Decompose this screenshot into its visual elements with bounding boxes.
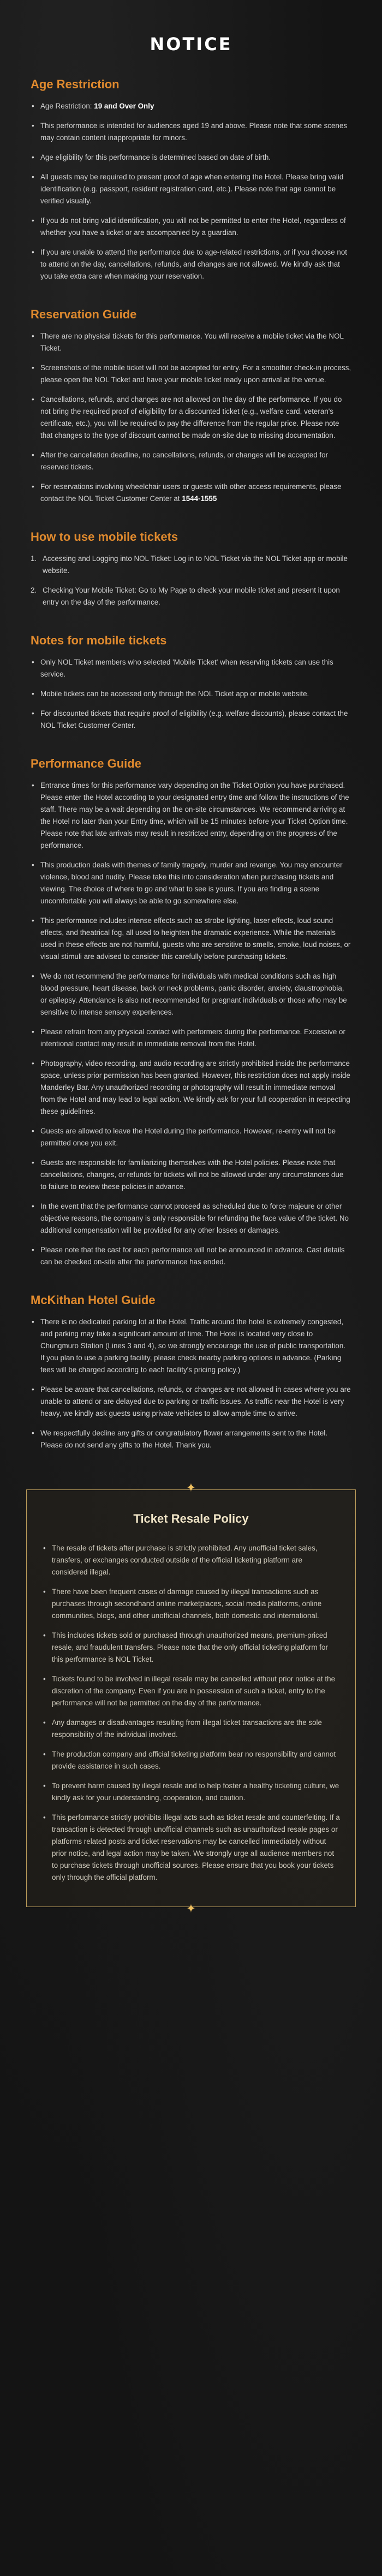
list-item: • In the event that the performance cannot proceed as scheduled due to force majeure or other objective reasons, the company is only responsible for refunding the face value of the ticket. No additional compensation will be provided for any other losses or damages. (31, 1200, 351, 1236)
section-heading: McKithan Hotel Guide (31, 1293, 156, 1307)
list-item: • This performance strictly prohibits illegal acts such as ticket resale and counterfeiting. If a transaction is detected through unofficial channels such as unauthorized resale pages or platforms related posts and ticket reservations may be cancelled immediately without prior notice, and legal action may be taken. We strongly urge all audience members not to purchase tickets through unofficial sources. Please ensure that you book your tickets only through the official platform. (42, 1812, 340, 1884)
list-item: • We respectfully decline any gifts or congratulatory flower arrangements sent to the Hotel. Please do not send any gifts to the Hotel. Thank you. (31, 1427, 351, 1451)
list-item: • Please note that the cast for each performance will not be announced in advance. Cast details can be checked on-site after the performance has ended. (31, 1244, 351, 1268)
list-item: • Please be aware that cancellations, refunds, or changes are not allowed in cases where you are unable to attend or are delayed due to parking or traffic issues. As traffic near the Hotel is very heavy, we kindly ask guests using private vehicles to allow ample time to arrive. (31, 1384, 351, 1420)
list-item: • To prevent harm caused by illegal resale and to help foster a healthy ticketing culture, we kindly ask for your understanding, cooperation, and caution. (42, 1780, 340, 1804)
list-item: • After the cancellation deadline, no cancellations, refunds, or changes will be accepted for reserved tickets. (31, 449, 351, 473)
section-heading: Reservation Guide (31, 307, 137, 321)
list-item: • There have been frequent cases of damage caused by illegal transactions such as purchases through secondhand online marketplaces, social media platforms, online communities, blogs, and other unofficial channels, both domestic and international. (42, 1586, 340, 1622)
list-item: • We do not recommend the performance for individuals with medical conditions such as high blood pressure, heart disease, back or neck problems, panic disorder, anxiety, claustrophobia, or epilepsy. Attendance is also not recommended for pregnant individuals or those who may be sensitive to intense sensory experiences. (31, 970, 351, 1018)
page-title: NOTICE (150, 34, 232, 55)
reservation-guide-list (31, 330, 351, 505)
reservation-guide-section (31, 307, 351, 505)
resale-policy-list (42, 1542, 340, 1884)
hotel-guide-section (31, 1293, 351, 1451)
mobile-ticket-steps (31, 553, 351, 608)
list-item: • The production company and official ticketing platform bear no responsibility and cannot provide assistance in such cases. (42, 1748, 340, 1772)
list-item: • This includes tickets sold or purchased through unauthorized means, premium-priced resale, and fraudulent transfers. Please note that the only official ticketing platform for this performance is NOL Ticket. (42, 1630, 340, 1666)
resale-policy-heading: Ticket Resale Policy (133, 1512, 249, 1525)
list-item: • There are no physical tickets for this performance. You will receive a mobile ticket via the NOL Ticket. (31, 330, 351, 354)
age-restriction-section (31, 77, 351, 282)
resale-policy-panel (26, 1481, 356, 1915)
list-item: • Tickets found to be involved in illegal resale may be cancelled without prior notice at the discretion of the company. Even if you are in possession of such a ticket, entry to the performance will not be permitted on the day of the performance. (42, 1673, 340, 1709)
resale-policy-box (26, 1489, 356, 1907)
list-item: • Cancellations, refunds, and changes are not allowed on the day of the performance. If you do not bring the required proof of eligibility for a discounted ticket (e.g., welfare card, veteran's certificate, etc.), you will be required to pay the difference from the regular price. Please note that changes to the type of discount cannot be made on-site due to missing documentation. (31, 394, 351, 442)
list-item: • Age eligibility for this performance is determined based on date of birth. (31, 152, 351, 164)
list-item: • All guests may be required to present proof of age when entering the Hotel. Please bring valid identification (e.g. passport, resident registration card, etc.). Please note that age cannot be verified visually. (31, 171, 351, 207)
list-item: • Age Restriction: 19 and Over Only (31, 100, 351, 112)
step-item: 1. Accessing and Logging into NOL Ticket: Log in to NOL Ticket via the NOL Ticket app or mobile website. (31, 554, 348, 575)
list-item: • Any damages or disadvantages resulting from illegal ticket transactions are the sole responsibility of the individual involved. (42, 1717, 340, 1741)
list-item: • If you are unable to attend the performance due to age-related restrictions, or if you choose not to attend on the day, cancellations, refunds, and changes are not allowed. We kindly ask that you take extra care when making your reservation. (31, 246, 351, 282)
list-item: • Photography, video recording, and audio recording are strictly prohibited inside the performance space, unless prior permission has been granted. However, this restriction does not apply inside Manderley Bar. Any unauthorized recording or photography will result in immediate removal from the Hotel and may lead to legal action. We kindly ask for your full cooperation in respecting these guidelines. (31, 1058, 351, 1118)
list-item: • Only NOL Ticket members who selected 'Mobile Ticket' when reserving tickets can use this service. (31, 656, 351, 680)
list-item: • Guests are allowed to leave the Hotel during the performance. However, re-entry will not be permitted once you exit. (31, 1125, 351, 1149)
section-heading: How to use mobile tickets (31, 530, 178, 544)
list-item: • This production deals with themes of family tragedy, murder and revenge. You may encounter violence, blood and nudity. Please take this into consideration when purchasing tickets and viewing. The choice of where to go and what to see is yours. If you are finding a scene uncomfortable you will always be able to go somewhere else. (31, 859, 351, 907)
list-item: • Entrance times for this performance vary depending on the Ticket Option you have purchased. Please enter the Hotel according to your designated entry time and follow the instructions of the staff. There may be a wait depending on the on-site circumstances. We recommend arriving at the Hotel no later than your Entry time, which will be 15 minutes before your Ticket Option time. Please note that late arrivals may result in restricted entry, depending on the progress of the performance. (31, 780, 351, 852)
age-restriction-list (31, 100, 351, 282)
mobile-ticket-notes-list (31, 656, 351, 732)
section-heading: Notes for mobile tickets (31, 634, 167, 647)
list-item: • For reservations involving wheelchair users or guests with other access requirements, please contact the NOL Ticket Customer Center at 1544-1555 (31, 481, 351, 505)
age-limit-value: 19 and Over Only (94, 102, 154, 110)
list-item: • This performance is intended for audiences aged 19 and above. Please note that some scenes may contain content inappropriate for minors. (31, 120, 351, 144)
sparkle-icon: ✦ (186, 1481, 196, 1494)
hotel-guide-list (31, 1316, 351, 1451)
step-item: 2. Checking Your Mobile Ticket: Go to My Page to check your mobile ticket and present it upon entry on the day of the performance. (31, 586, 340, 606)
list-item: • There is no dedicated parking lot at the Hotel. Traffic around the hotel is extremely congested, and parking may take a significant amount of time. The Hotel is located very close to Chungmuro Station (Lines 3 and 4), so we strongly encourage the use of public transportation. If you plan to use a parking facility, please check nearby parking options in advance. (Parking fees will be charged according to each facility's pricing policy.) (31, 1316, 351, 1376)
list-item: • If you do not bring valid identification, you will not be permitted to enter the Hotel, regardless of whether you have a ticket or are accompanied by a guardian. (31, 215, 351, 239)
sparkle-icon: ✦ (186, 1902, 196, 1915)
mobile-ticket-howto-section (31, 530, 351, 608)
list-item: • Mobile tickets can be accessed only through the NOL Ticket app or mobile website. (31, 688, 351, 700)
list-item: • For discounted tickets that require proof of eligibility (e.g. welfare discounts), please contact the NOL Ticket Customer Center. (31, 708, 351, 732)
performance-guide-section (31, 757, 351, 1268)
customer-center-phone: 1544-1555 (182, 494, 217, 503)
list-item: • Please refrain from any physical contact with performers during the performance. Excessive or intentional contact may result in immediate removal from the Hotel. (31, 1026, 351, 1050)
mobile-ticket-notes-section (31, 634, 351, 732)
section-heading: Performance Guide (31, 757, 141, 770)
list-item: • Guests are responsible for familiarizing themselves with the Hotel policies. Please note that cancellations, changes, or refunds for tickets will not be allowed under any circumstances due to failure to review these policies in advance. (31, 1157, 351, 1193)
list-item: • This performance includes intense effects such as strobe lighting, laser effects, loud sound effects, and theatrical fog, all used to heighten the dramatic experience. While the materials used in these effects are not harmful, guests who are sensitive to smells, smoke, loud noises, or visual stimuli are advised to consider this carefully before purchasing tickets. (31, 915, 351, 963)
list-item: • The resale of tickets after purchase is strictly prohibited. Any unofficial ticket sales, transfers, or exchanges conducted outside of the official ticketing platform are considered illegal. (42, 1542, 340, 1578)
section-heading: Age Restriction (31, 77, 120, 91)
list-item: • Screenshots of the mobile ticket will not be accepted for entry. For a smoother check-in process, please open the NOL Ticket and have your mobile ticket ready upon arrival at the venue. (31, 362, 351, 386)
performance-guide-list (31, 780, 351, 1268)
